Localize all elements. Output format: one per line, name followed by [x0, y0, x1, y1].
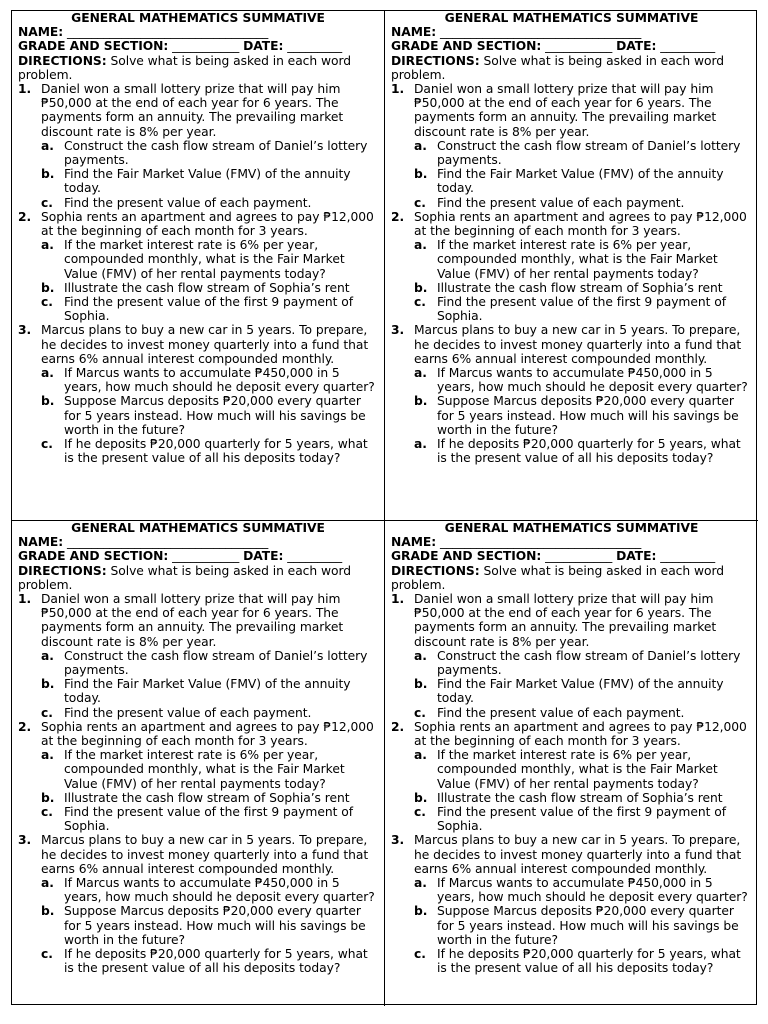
quiz-copy-top-right — [385, 11, 758, 521]
subquestion-label: b. — [41, 790, 55, 805]
question-number: 3. — [18, 833, 32, 848]
sheet-title: GENERAL MATHEMATICS SUMMATIVE — [71, 521, 325, 535]
question-1a — [41, 649, 378, 677]
question-3b — [41, 904, 378, 947]
question-1a — [414, 649, 752, 677]
question-number: 3. — [391, 323, 405, 338]
subquestion-text: Suppose Marcus deposits ₱20,000 every quarter for 5 years instead. How much will his savings be worth in the future? — [437, 904, 739, 947]
subquestion-text: Illustrate the cash flow stream of Sophia’s rent — [64, 280, 350, 295]
question-2b — [414, 791, 752, 805]
sheet-title: GENERAL MATHEMATICS SUMMATIVE — [444, 521, 699, 535]
subquestion-label: a. — [41, 748, 54, 763]
name-line — [18, 535, 378, 549]
subquestion-label: b. — [414, 790, 428, 805]
subquestion-text: Find the present value of the first 9 payment of Sophia. — [64, 295, 354, 324]
subquestion-text: Suppose Marcus deposits ₱20,000 every quarter for 5 years instead. How much will his savings be worth in the future? — [64, 394, 366, 437]
date-blank: _________ — [287, 39, 343, 54]
subquestion-label: c. — [414, 705, 426, 720]
subquestion-text: Find the present value of each payment. — [437, 705, 685, 720]
subquestion-text: Suppose Marcus deposits ₱20,000 every quarter for 5 years instead. How much will his savings be worth in the future? — [437, 394, 739, 437]
quiz-copy-top-left — [12, 11, 385, 521]
question-2c — [41, 295, 378, 323]
directions-text: Solve what is being asked in each word problem. — [391, 53, 725, 82]
question-1b — [414, 167, 752, 195]
subquestion-label: a. — [414, 748, 427, 763]
subquestion-label: a. — [414, 437, 427, 452]
name-blank: _________________________________ — [66, 535, 269, 550]
question-text: Marcus plans to buy a new car in 5 years. To prepare, he decides to invest money quarterly into a fund that earns 6% annual interest compounded monthly. — [414, 833, 742, 876]
subquestion-text: If the market interest rate is 6% per year, compounded monthly, what is the Fair Market Value (FMV) of her rental payments today? — [437, 748, 718, 791]
question-text: Sophia rents an apartment and agrees to pay ₱12,000 at the beginning of each month for 3 years. — [41, 719, 374, 749]
directions-text: Solve what is being asked in each word problem. — [18, 563, 352, 592]
subquestion-text: Find the Fair Market Value (FMV) of the annuity today. — [64, 167, 351, 196]
question-number: 1. — [18, 592, 32, 607]
grade-date-line — [18, 549, 378, 563]
subquestion-label: a. — [414, 648, 427, 663]
directions-label: DIRECTIONS: — [18, 563, 107, 578]
question-number: 2. — [391, 209, 405, 224]
subquestion-label: c. — [41, 295, 53, 310]
directions — [391, 564, 752, 592]
grade-blank: ___________ — [172, 39, 240, 54]
question-1a — [41, 139, 378, 167]
subquestion-label: b. — [41, 280, 55, 295]
question-3c — [414, 437, 752, 465]
name-label: NAME: — [18, 535, 64, 550]
name-line — [18, 25, 378, 39]
question-2 — [18, 720, 378, 748]
question-1c — [41, 196, 378, 210]
quiz-copy-bottom-right — [385, 521, 758, 1006]
subquestion-text: If the market interest rate is 6% per year, compounded monthly, what is the Fair Market Value (FMV) of her rental payments today? — [437, 238, 718, 281]
question-1b — [41, 167, 378, 195]
date-label: DATE: — [616, 39, 657, 54]
question-text: Marcus plans to buy a new car in 5 years. To prepare, he decides to invest money quarterly into a fund that earns 6% annual interest compounded monthly. — [41, 833, 369, 876]
question-3b — [414, 394, 752, 437]
subquestion-label: c. — [414, 195, 426, 210]
grade-label: GRADE AND SECTION: — [391, 39, 542, 54]
question-3a — [41, 366, 378, 394]
grade-blank: ___________ — [172, 549, 240, 564]
question-text: Daniel won a small lottery prize that will pay him ₱50,000 at the end of each year for 6 years. The payments form an annuity. The prevailing market discount rate is 8% per year. — [41, 592, 344, 649]
subquestion-label: c. — [41, 437, 53, 452]
question-text: Daniel won a small lottery prize that will pay him ₱50,000 at the end of each year for 6 years. The payments form an annuity. The prevailing market discount rate is 8% per year. — [414, 592, 717, 649]
subquestion-label: a. — [414, 876, 427, 891]
question-1 — [18, 592, 378, 649]
date-label: DATE: — [616, 549, 657, 564]
subquestion-label: a. — [41, 238, 54, 253]
subquestion-label: c. — [41, 705, 53, 720]
question-2 — [391, 210, 752, 238]
grade-date-line — [391, 39, 752, 53]
subquestion-label: b. — [414, 677, 428, 692]
question-3b — [414, 904, 752, 947]
grade-date-line — [391, 549, 752, 563]
name-label: NAME: — [391, 25, 437, 40]
question-number: 3. — [18, 323, 32, 338]
subquestion-label: c. — [41, 805, 53, 820]
date-blank: _________ — [660, 549, 716, 564]
question-3 — [18, 323, 378, 366]
subquestion-text: Find the present value of each payment. — [64, 195, 312, 210]
subquestion-text: If Marcus wants to accumulate ₱450,000 in 5 years, how much should he deposit every quarter? — [64, 876, 375, 905]
question-text: Sophia rents an apartment and agrees to pay ₱12,000 at the beginning of each month for 3 years. — [414, 209, 747, 239]
subquestion-text: Illustrate the cash flow stream of Sophia’s rent — [437, 790, 723, 805]
question-2c — [414, 805, 752, 833]
subquestion-text: Construct the cash flow stream of Daniel’s lottery payments. — [437, 138, 741, 168]
question-number: 2. — [18, 209, 32, 224]
subquestion-label: c. — [41, 947, 53, 962]
subquestion-label: b. — [41, 394, 55, 409]
subquestion-label: a. — [41, 648, 54, 663]
question-2a — [41, 748, 378, 791]
subquestion-label: c. — [414, 805, 426, 820]
question-3 — [18, 833, 378, 876]
question-2a — [41, 238, 378, 281]
question-2c — [41, 805, 378, 833]
subquestion-text: Construct the cash flow stream of Daniel’s lottery payments. — [64, 138, 368, 168]
grade-blank: ___________ — [545, 549, 613, 564]
subquestion-label: b. — [41, 167, 55, 182]
subquestion-text: Find the present value of the first 9 payment of Sophia. — [64, 805, 354, 834]
question-number: 1. — [391, 82, 405, 97]
question-number: 1. — [391, 592, 405, 607]
question-2a — [414, 748, 752, 791]
grade-blank: ___________ — [545, 39, 613, 54]
question-3 — [391, 833, 752, 876]
subquestion-label: c. — [414, 947, 426, 962]
date-label: DATE: — [243, 549, 284, 564]
name-blank: _________________________________ — [439, 535, 642, 550]
directions-label: DIRECTIONS: — [18, 53, 107, 68]
question-1 — [391, 82, 752, 139]
question-2 — [18, 210, 378, 238]
directions-text: Solve what is being asked in each word problem. — [391, 563, 725, 592]
subquestion-label: a. — [414, 366, 427, 381]
question-text: Marcus plans to buy a new car in 5 years. To prepare, he decides to invest money quarterly into a fund that earns 6% annual interest compounded monthly. — [41, 323, 369, 366]
question-2b — [414, 281, 752, 295]
subquestion-text: Construct the cash flow stream of Daniel’s lottery payments. — [64, 648, 368, 678]
subquestion-label: c. — [41, 195, 53, 210]
sheet-title: GENERAL MATHEMATICS SUMMATIVE — [71, 11, 325, 25]
question-2b — [41, 791, 378, 805]
subquestion-text: If he deposits ₱20,000 quarterly for 5 years, what is the present value of all his deposits today? — [437, 437, 741, 466]
date-blank: _________ — [287, 549, 343, 564]
question-3a — [414, 366, 752, 394]
question-2a — [414, 238, 752, 281]
quiz-copy-bottom-left — [12, 521, 385, 1006]
subquestion-label: b. — [41, 677, 55, 692]
directions-text: Solve what is being asked in each word problem. — [18, 53, 352, 82]
name-line — [391, 25, 752, 39]
subquestion-text: Find the present value of each payment. — [64, 705, 312, 720]
name-label: NAME: — [391, 535, 437, 550]
grade-label: GRADE AND SECTION: — [18, 39, 169, 54]
subquestion-label: c. — [414, 295, 426, 310]
subquestion-text: Find the present value of each payment. — [437, 195, 685, 210]
directions — [391, 54, 752, 82]
subquestion-label: b. — [414, 167, 428, 182]
question-1b — [41, 677, 378, 705]
directions — [18, 54, 378, 82]
subquestion-label: a. — [41, 366, 54, 381]
question-number: 2. — [391, 719, 405, 734]
subquestion-text: Suppose Marcus deposits ₱20,000 every quarter for 5 years instead. How much will his savings be worth in the future? — [64, 904, 366, 947]
grade-date-line — [18, 39, 378, 53]
subquestion-text: If he deposits ₱20,000 quarterly for 5 years, what is the present value of all his deposits today? — [437, 947, 741, 976]
question-1a — [414, 139, 752, 167]
question-3c — [41, 947, 378, 975]
subquestion-text: Find the Fair Market Value (FMV) of the annuity today. — [64, 677, 351, 706]
date-label: DATE: — [243, 39, 284, 54]
name-line — [391, 535, 752, 549]
subquestion-text: Illustrate the cash flow stream of Sophia’s rent — [64, 790, 350, 805]
subquestion-text: If Marcus wants to accumulate ₱450,000 in 5 years, how much should he deposit every quarter? — [64, 366, 375, 395]
subquestion-text: Find the present value of the first 9 payment of Sophia. — [437, 295, 727, 324]
subquestion-text: If he deposits ₱20,000 quarterly for 5 years, what is the present value of all his deposits today? — [64, 947, 368, 976]
question-2b — [41, 281, 378, 295]
question-text: Sophia rents an apartment and agrees to pay ₱12,000 at the beginning of each month for 3 years. — [414, 719, 747, 749]
grade-label: GRADE AND SECTION: — [391, 549, 542, 564]
question-text: Marcus plans to buy a new car in 5 years. To prepare, he decides to invest money quarterly into a fund that earns 6% annual interest compounded monthly. — [414, 323, 742, 366]
subquestion-text: Illustrate the cash flow stream of Sophia’s rent — [437, 280, 723, 295]
question-text: Daniel won a small lottery prize that will pay him ₱50,000 at the end of each year for 6 years. The payments form an annuity. The prevailing market discount rate is 8% per year. — [41, 82, 344, 139]
subquestion-label: a. — [414, 238, 427, 253]
question-1c — [41, 706, 378, 720]
name-blank: _________________________________ — [439, 25, 642, 40]
date-blank: _________ — [660, 39, 716, 54]
subquestion-label: a. — [414, 138, 427, 153]
question-number: 2. — [18, 719, 32, 734]
directions-label: DIRECTIONS: — [391, 53, 480, 68]
subquestion-label: b. — [414, 280, 428, 295]
question-1c — [414, 706, 752, 720]
question-1 — [18, 82, 378, 139]
question-3c — [414, 947, 752, 975]
subquestion-text: If Marcus wants to accumulate ₱450,000 in 5 years, how much should he deposit every quarter? — [437, 366, 748, 395]
subquestion-text: Find the present value of the first 9 payment of Sophia. — [437, 805, 727, 834]
question-2c — [414, 295, 752, 323]
question-text: Daniel won a small lottery prize that will pay him ₱50,000 at the end of each year for 6 years. The payments form an annuity. The prevailing market discount rate is 8% per year. — [414, 82, 717, 139]
subquestion-label: a. — [41, 876, 54, 891]
question-1c — [414, 196, 752, 210]
subquestion-text: If the market interest rate is 6% per year, compounded monthly, what is the Fair Market Value (FMV) of her rental payments today? — [64, 748, 345, 791]
question-3a — [41, 876, 378, 904]
subquestion-text: Find the Fair Market Value (FMV) of the annuity today. — [437, 167, 724, 196]
subquestion-text: Find the Fair Market Value (FMV) of the annuity today. — [437, 677, 724, 706]
name-blank: _________________________________ — [66, 25, 269, 40]
subquestion-label: b. — [414, 394, 428, 409]
subquestion-label: b. — [414, 904, 428, 919]
question-number: 3. — [391, 833, 405, 848]
name-label: NAME: — [18, 25, 64, 40]
question-1b — [414, 677, 752, 705]
subquestion-text: Construct the cash flow stream of Daniel’s lottery payments. — [437, 648, 741, 678]
subquestion-text: If the market interest rate is 6% per year, compounded monthly, what is the Fair Market Value (FMV) of her rental payments today? — [64, 238, 345, 281]
question-3b — [41, 394, 378, 437]
sheet-title: GENERAL MATHEMATICS SUMMATIVE — [444, 11, 699, 25]
question-2 — [391, 720, 752, 748]
question-text: Sophia rents an apartment and agrees to pay ₱12,000 at the beginning of each month for 3 years. — [41, 209, 374, 239]
question-3 — [391, 323, 752, 366]
question-1 — [391, 592, 752, 649]
question-3c — [41, 437, 378, 465]
question-3a — [414, 876, 752, 904]
subquestion-label: b. — [41, 904, 55, 919]
subquestion-label: a. — [41, 138, 54, 153]
directions-label: DIRECTIONS: — [391, 563, 480, 578]
directions — [18, 564, 378, 592]
grade-label: GRADE AND SECTION: — [18, 549, 169, 564]
subquestion-text: If he deposits ₱20,000 quarterly for 5 years, what is the present value of all his deposits today? — [64, 437, 368, 466]
summative-sheet-grid — [11, 10, 757, 1005]
subquestion-text: If Marcus wants to accumulate ₱450,000 in 5 years, how much should he deposit every quarter? — [437, 876, 748, 905]
question-number: 1. — [18, 82, 32, 97]
